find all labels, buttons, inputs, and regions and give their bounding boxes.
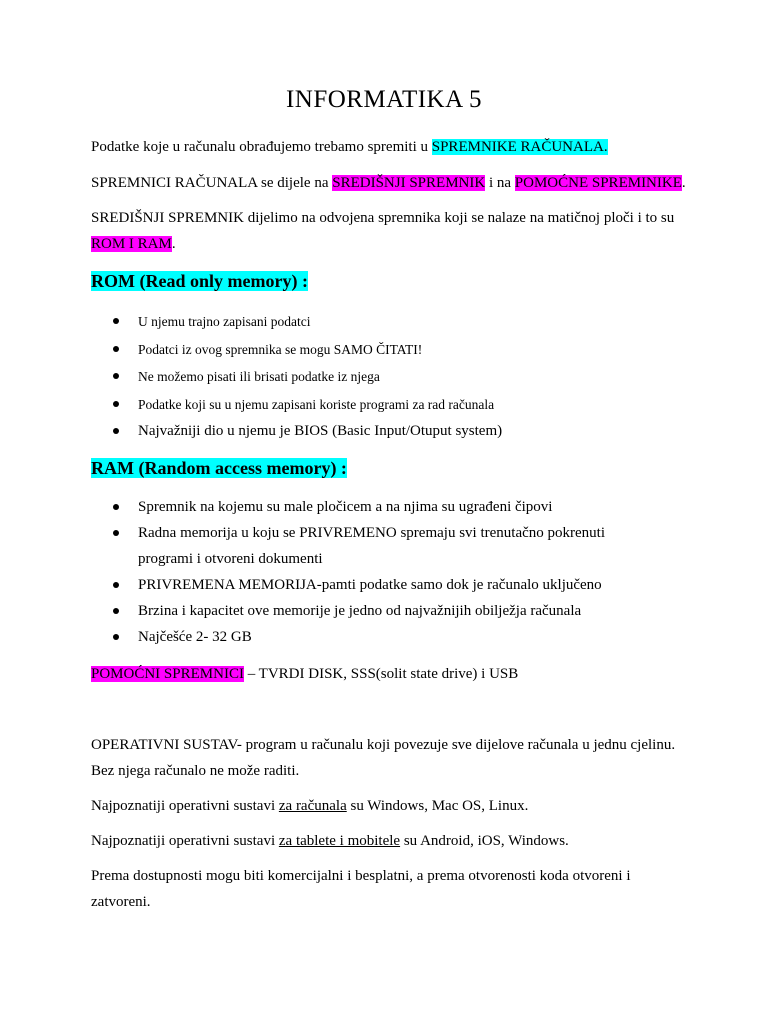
ram-item-text: PRIVREMENA MEMORIJA-pamti podatke samo dok je računalo uključeno [138, 577, 602, 593]
ram-item-text: Brzina i kapacitet ove memorije je jedno od najvažnijih obilježja računala [138, 603, 582, 619]
os-p3-b: su Android, iOS, Windows. [400, 833, 569, 849]
intro-p2-mid: i na [485, 175, 515, 191]
rom-heading [91, 269, 308, 293]
bullet-icon [113, 346, 119, 352]
rom-item-text: Najvažniji dio u njemu je BIOS (Basic Input/Otuput system) [138, 423, 503, 439]
bullet-icon [113, 608, 119, 614]
os-p3-a: Najpoznatiji operativni sustavi [91, 833, 279, 849]
rom-item-text: Podatke koji su u njemu zapisani koriste programi za rad računala [138, 396, 495, 412]
intro-p3-text: SREDIŠNJI SPREMNIK dijelimo na odvojena spremnika koji se nalaze na matičnoj ploči i to su [91, 210, 675, 226]
rom-list [91, 308, 691, 446]
ram-heading-text: RAM (Random access memory) : [91, 458, 347, 478]
rom-item-text: Ne možemo pisati ili brisati podatke iz njega [138, 369, 380, 384]
intro-p1-text: Podatke koje u računalu obrađujemo trebamo spremiti u [91, 139, 432, 155]
rom-item-text: U njemu trajno zapisani podatci [138, 314, 311, 329]
ram-list [91, 494, 661, 650]
os-p3-underline: za tablete i mobitele [278, 833, 401, 849]
ram-heading [91, 456, 347, 480]
list-item [91, 308, 691, 336]
bullet-icon [113, 373, 119, 379]
rom-item-text: Podatci iz ovog spremnika se mogu SAMO ČITATI! [138, 341, 423, 357]
list-item [91, 572, 661, 598]
bullet-icon [113, 504, 119, 510]
highlight-rom-ram: ROM I RAM [91, 236, 172, 252]
intro-paragraph-2 [91, 170, 691, 196]
intro-p2-end: . [681, 175, 686, 191]
bullet-icon [113, 401, 119, 407]
list-item [91, 598, 661, 624]
intro-paragraph-3 [91, 205, 681, 257]
list-item [91, 418, 691, 446]
list-item [91, 363, 691, 391]
rom-heading-text: ROM (Read only memory) : [91, 271, 308, 291]
ram-item-text: Najčešće 2- 32 GB [138, 629, 252, 645]
highlight-sredisnji: SREDIŠNJI SPREMNIK [332, 175, 486, 191]
os-p2-a: Najpoznatiji operativni sustavi [91, 798, 279, 814]
list-item [91, 520, 661, 572]
os-paragraph-3 [91, 828, 691, 854]
ram-item-text: Spremnik na kojemu su male pločicem a na njima su ugrađeni čipovi [138, 499, 553, 515]
bullet-icon [113, 582, 119, 588]
highlight-spremnike: SPREMNIKE RAČUNALA. [431, 139, 608, 155]
bullet-icon [113, 318, 119, 324]
page-title: INFORMATIKA 5 [285, 86, 483, 113]
bullet-icon [113, 428, 119, 434]
aux-storage-paragraph [91, 661, 691, 687]
list-item [91, 494, 661, 520]
highlight-pomocne: POMOĆNE SPREMINIKE [514, 175, 682, 191]
list-item [91, 391, 691, 419]
os-paragraph-4: Prema dostupnosti mogu biti komercijalni i besplatni, a prema otvorenosti koda otvoreni i zatvoreni. [91, 868, 631, 910]
bullet-icon [113, 634, 119, 640]
os-paragraph-1: OPERATIVNI SUSTAV- program u računalu koji povezuje sve dijelove računala u jednu cjelinu. Bez njega računalo ne može raditi. [91, 737, 676, 779]
bullet-icon [113, 530, 119, 536]
intro-paragraph-1 [91, 134, 691, 160]
os-p2-underline: za računala [278, 798, 347, 814]
os-p2-b: su Windows, Mac OS, Linux. [346, 798, 529, 814]
highlight-pomocni: POMOĆNI SPREMNICI [91, 666, 244, 682]
list-item [91, 336, 691, 364]
ram-item-text: Radna memorija u koju se PRIVREMENO spremaju svi trenutačno pokrenuti programi i otvoreni dokumenti [138, 525, 605, 567]
list-item [91, 624, 661, 650]
os-paragraph-2 [91, 793, 691, 819]
aux-text: – TVRDI DISK, SSS(solit state drive) i USB [243, 666, 519, 682]
intro-p3-end: . [171, 236, 176, 252]
intro-p2-text: SPREMNICI RAČUNALA se dijele na [91, 175, 333, 191]
